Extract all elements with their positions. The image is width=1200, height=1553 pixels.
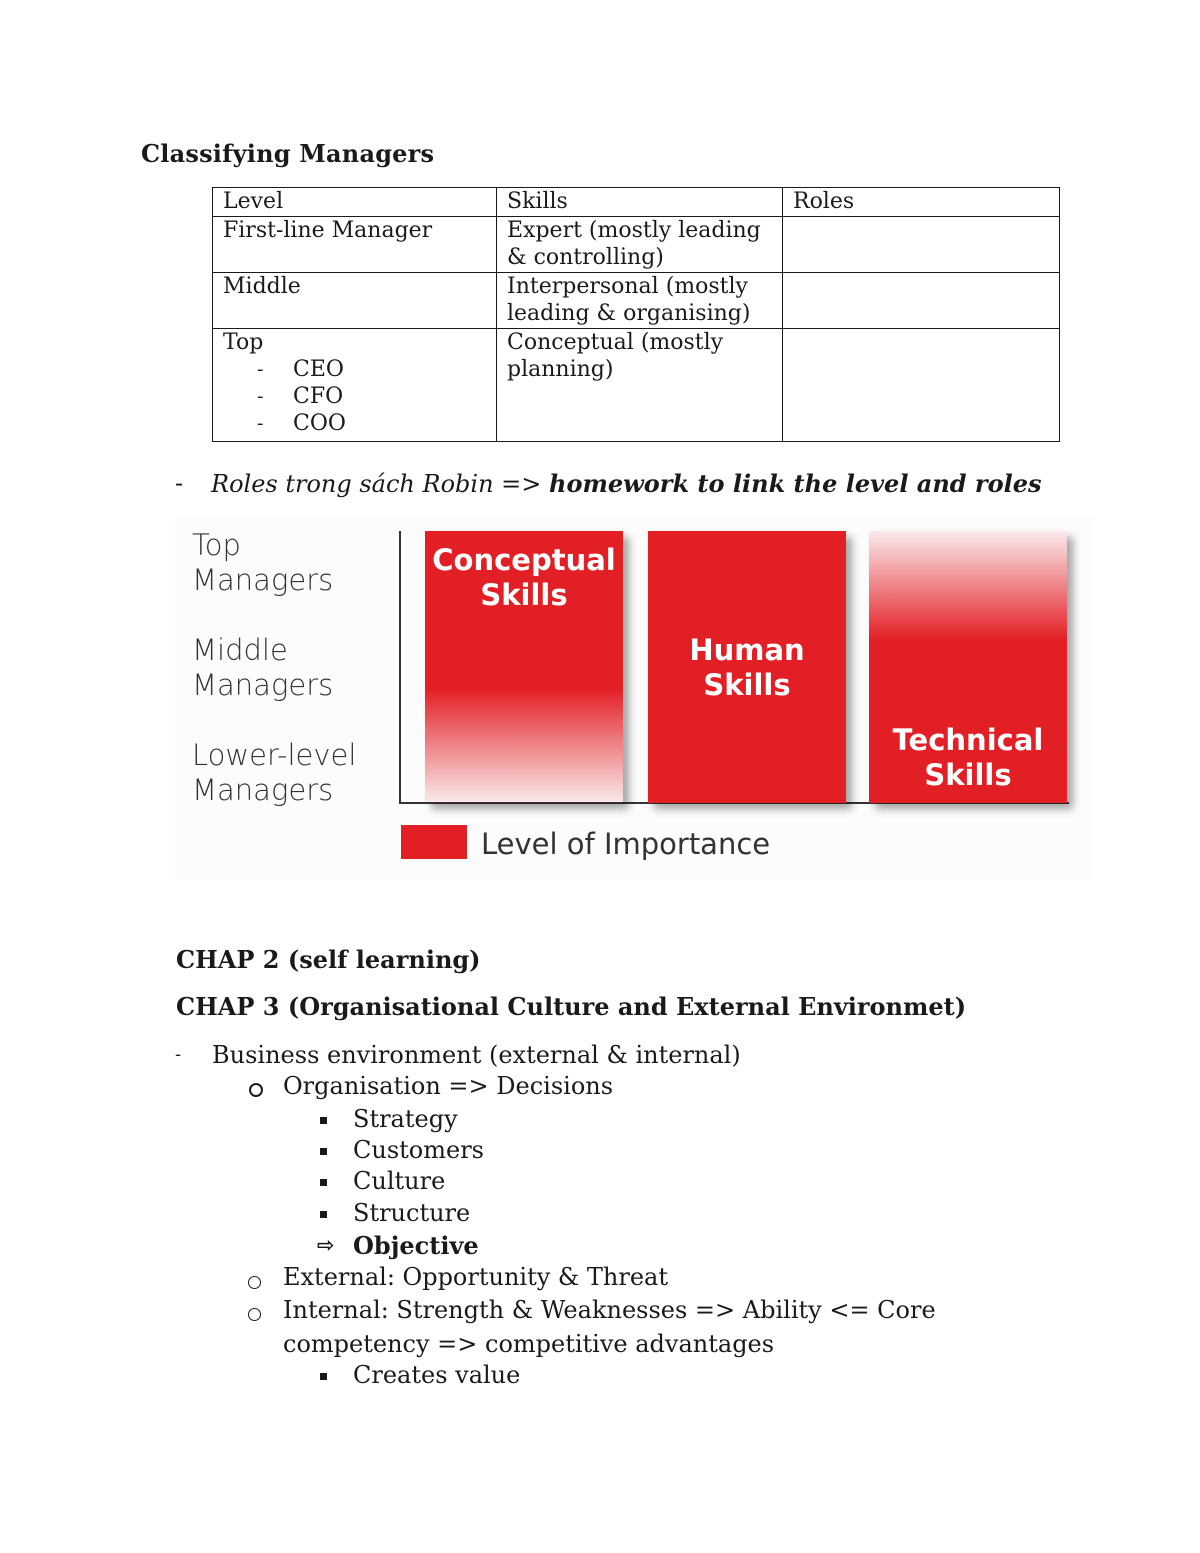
y-label-lower: Lower-level Managers [192, 738, 357, 807]
note-text: Roles trong sách Robin => [211, 470, 550, 498]
table-row [213, 329, 1060, 442]
bullet-square-icon [320, 1179, 327, 1186]
skills-importance-chart [175, 515, 1093, 880]
list-item: External: Opportunity & Threat [283, 1263, 669, 1291]
bar-label: Conceptual Skills [432, 543, 616, 612]
bar-label: Human Skills [689, 633, 805, 702]
bar-label: Technical Skills [892, 723, 1044, 792]
roles-cell [783, 217, 1060, 273]
list-item: - CFO [257, 384, 344, 409]
level-cell: First-line Manager [213, 217, 497, 273]
bullet-square-icon [320, 1211, 327, 1218]
list-item: Objective [353, 1231, 479, 1260]
bullet-square-icon [320, 1148, 327, 1155]
list-item: Internal: Strength & Weaknesses => Ability <= Core [283, 1296, 936, 1324]
bullet-hollow-circle-icon [248, 1308, 261, 1321]
arrow-right-icon: ⇨ [317, 1233, 335, 1257]
executive-list [223, 356, 486, 437]
list-item-continuation: competency => competitive advantages [283, 1330, 775, 1358]
bullet-dash: - [175, 1044, 182, 1065]
legend-label: Level of Importance [481, 827, 771, 861]
list-item: Culture [353, 1167, 446, 1195]
chapter-3-heading: CHAP 3 (Organisational Culture and External Environmet) [176, 992, 967, 1021]
list-item: Customers [353, 1136, 484, 1164]
skills-cell: Conceptual (mostly planning) [497, 329, 783, 442]
bar-human-skills [648, 531, 846, 803]
roles-cell [783, 329, 1060, 442]
header-roles: Roles [783, 188, 1060, 217]
bullet-circle-icon [249, 1083, 263, 1097]
y-label-middle: Middle Managers [192, 633, 334, 702]
bullet-square-icon [320, 1117, 327, 1124]
bar-conceptual-skills [425, 531, 623, 803]
bullet-hollow-circle-icon [248, 1276, 261, 1289]
y-label-top: Top Managers [192, 528, 334, 597]
bullet-dash: - [175, 469, 184, 497]
table-row [213, 217, 1060, 273]
list-item: - CEO [257, 357, 344, 382]
header-skills: Skills [497, 188, 783, 217]
level-label: Top [223, 330, 264, 355]
manager-classification-table [212, 187, 1060, 442]
bullet-square-icon [320, 1373, 327, 1380]
legend-swatch [401, 825, 467, 859]
table-header-row [213, 188, 1060, 217]
list-item: Strategy [353, 1105, 458, 1133]
y-axis [399, 531, 401, 804]
note-emphasis: homework to link the level and roles [549, 469, 1042, 498]
chapter-2-heading: CHAP 2 (self learning) [176, 945, 481, 974]
list-item: Creates value [353, 1361, 521, 1389]
list-item: Organisation => Decisions [283, 1072, 614, 1100]
skills-cell: Expert (mostly leading & controlling) [497, 217, 783, 273]
skills-cell: Interpersonal (mostly leading & organising) [497, 273, 783, 329]
list-item: - COO [257, 411, 346, 436]
list-item: Structure [353, 1199, 471, 1227]
table-row [213, 273, 1060, 329]
level-cell: Middle [213, 273, 497, 329]
list-item: Business environment (external & internal) [212, 1041, 741, 1069]
level-cell [213, 329, 497, 442]
page-title: Classifying Managers [141, 139, 435, 168]
header-level: Level [213, 188, 497, 217]
roles-cell [783, 273, 1060, 329]
bar-technical-skills [869, 531, 1067, 803]
